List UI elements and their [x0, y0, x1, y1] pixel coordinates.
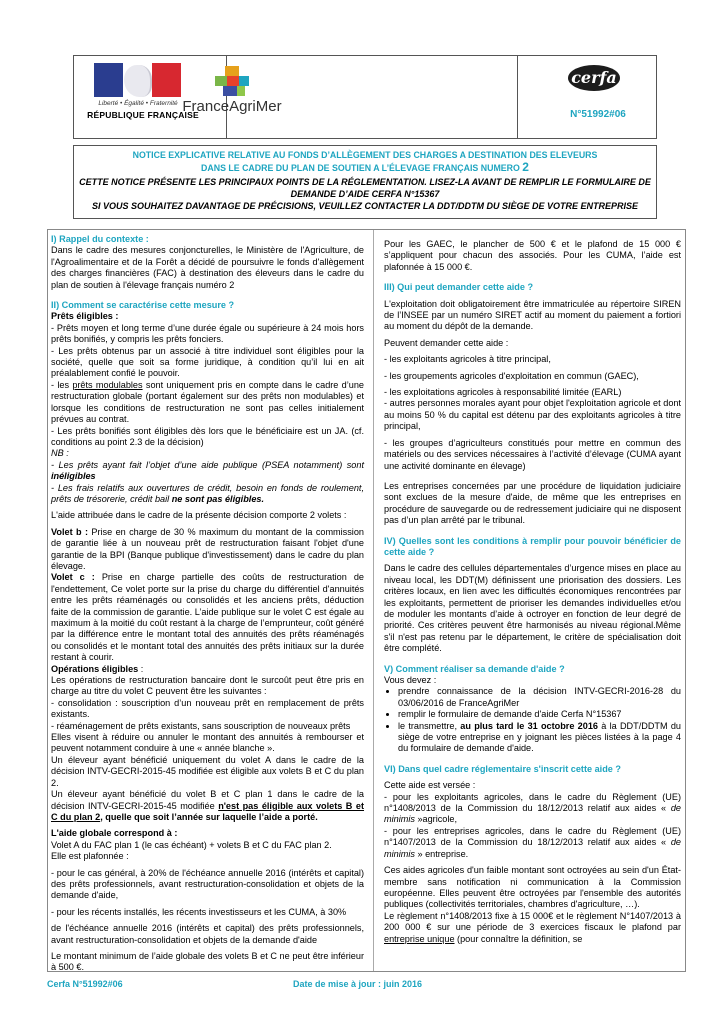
aid-components-intro: L'aide attribuée dans le cadre de la présente décision comporte 2 volets :	[51, 510, 347, 521]
republic-motto: Liberté • Égalité • Fraternité	[98, 100, 178, 107]
franceagrimer-logo-icon	[213, 66, 253, 98]
franceagrimer-name: FranceAgriMer	[182, 98, 282, 115]
list-item: • remplir le formulaire de demande d'aide Cerfa N°15367	[398, 709, 681, 720]
nb-item: - Les frais relatifs aux ouvertures de crédit, besoin en fonds de roulement, prêts de trésorerie, crédit bail ne sont pas éligibles.	[51, 482, 364, 504]
how-list	[384, 686, 681, 754]
eligible-loans-title: Prêts éligibles :	[51, 311, 119, 322]
nb-label: NB :	[51, 448, 69, 459]
operations-paragraph: Les opérations de restructuration bancaire dont le surcoût peut être pris en charge au titre du volet C peuvent être les suivantes :	[51, 675, 364, 697]
republique-francaise-label: RÉPUBLIQUE FRANÇAISE	[87, 110, 199, 120]
global-aid-paragraph: Le montant minimum de l’aide globale des volets B et C ne peut être inférieur à 500 €.	[51, 950, 364, 973]
eligible-loans-item: - Les prêts bonifiés sont éligibles dès lors que le bénéficiaire est un JA. (cf. conditions au point 2.3 de la décision)	[51, 425, 364, 447]
title-line-4: SI VOUS SOUHAITEZ DAVANTAGE DE PRÉCISIONS, VEUILLEZ CONTACTER LA DDT/DDTM DU SIÈGE DE VOTRE ENTREPRISE	[91, 201, 639, 211]
nb-item: - Les prêts ayant fait l’objet d’une aide publique (PSEA notamment) sont inéligibles	[51, 459, 364, 482]
who-item: - les exploitants agricoles à titre principal,	[384, 354, 551, 365]
eligible-loans-item: - les prêts modulables sont uniquement pris en compte dans le cadre d’une restructuration globale (portant également sur des prêts non modulables) et lorsque les conditions de restructuration ne sont pas celles initialement prévues au contrat.	[51, 379, 365, 425]
marianne-icon	[124, 65, 152, 97]
volet-c-paragraph: Volet c : Prise en charge partielle des coûts de restructuration de l'endettement, Ce volet porte sur la prise du charge du différentiel d'annuités entre les prêts réaménagés ou consolidés et les anciens prêts, déduction faite de la commission de garantie. L’aide publique sur le volet C est égale au maximum à la moitié du coût restant à la charge de l’emprunteur, coût généré par la différence entre le montant total des annuités des prêts réaménagés ou consolidés et le montant total des annuités des prêts initiaux sur la durée restant à courir.	[51, 572, 364, 663]
context-paragraph: Dans le cadre des mesures conjoncturelles, le Ministère de l'Agriculture, de l'Agroalimentaire et de la Forêt a décidé de poursuivre le fonds d'allègement des charges financières (FAC) à destination des éleveurs dans le cadre du plan de soutien à l'élevage français numéro 2	[51, 245, 364, 290]
form-number: N°51992#06	[570, 109, 626, 120]
column-divider	[373, 230, 374, 971]
operations-paragraph: Un éleveur ayant bénéficié uniquement du volet A dans le cadre de la décision INTV-GECRI-2015-45 modifiée est éligible aux volets B et C du plan 2.	[51, 754, 364, 788]
eligible-loans-item: - Prêts moyen et long terme d’une durée égale ou supérieure à 24 mois hors prêts bonifiés, y compris les prêts fonciers.	[51, 322, 364, 345]
operations-paragraph: - réaménagement de prêts existants, sans souscription de nouveaux prêts	[51, 720, 351, 731]
operations-paragraph: Elles visent à réduire ou annuler le montant des annuités à rembourser et peuvent notamment conduire à une « année blanche ».	[51, 732, 364, 754]
global-aid-paragraph: Elle est plafonnée :	[51, 851, 129, 862]
regulation-paragraph: - pour les entreprises agricoles, dans le cadre du Règlement (UE) n°1407/2013 de la Commission du 18/12/2013 relatif aux aides « de minimis » entreprise.	[384, 825, 681, 859]
section-heading-how: V) Comment réaliser sa demande d'aide ?	[384, 663, 565, 674]
section-heading-regulation: VI) Dans quel cadre réglementaire s'inscrit cette aide ?	[384, 763, 621, 774]
eligible-loans-item: - Les prêts obtenus par un associé à titre individuel sont éligibles pour la société, quelle que soit sa forme juridique, à condition qu’il lui en ait préalablement confié le pouvoir.	[51, 345, 364, 379]
header-divider	[517, 56, 518, 138]
global-aid-title: L'aide globale correspond à :	[51, 828, 178, 839]
section-heading-measure: II) Comment se caractérise cette mesure ?	[51, 300, 235, 311]
volet-b-paragraph: Volet b : Prise en charge de 30 % maximum du montant de la commission de garantie liée à un nouveau prêt de restructuration faisant l'objet d'une garantie de la BPI (Banque publique d'investissement) dans le cadre du plan élevage.	[51, 526, 364, 571]
tricolor-flag-icon	[94, 63, 181, 97]
conditions-paragraph: Dans le cadre des cellules départementales d’urgence mises en place au niveau local, les DDT(M) définissent une priorisation des dossiers. Les critères locaux, en lien avec les difficultés économiques rencontrées par les exploitants, permettent de prioriser les demandes individuelles et/ou de moduler les montants d’aide à octroyer en fonction de leur degré de priorité. Ces critères peuvent être harmonisés au niveau régional.Même s'il n'est pas retenu par le département, le critère de spécialisation doit être complété.	[384, 563, 681, 654]
who-paragraph: Peuvent demander cette aide :	[384, 337, 509, 348]
who-item: - autres personnes morales ayant pour objet l'exploitation agricole et dont au moins 50 % du capital est détenu par des exploitants agricoles à titre principal,	[384, 398, 681, 432]
global-aid-paragraph: - pour le cas général, à 20% de l'échéance annuelle 2016 (intérêts et capital) des prêts professionnels, avant restructuration-consolidation et objets de la demande d'aide,	[51, 867, 364, 901]
header-band	[73, 55, 657, 139]
regulation-paragraph: - pour les exploitants agricoles, dans le cadre du Règlement (UE) n°1408/2013 de la Commission du 18/12/2013 relatif aux aides « de minimis »agricole,	[384, 791, 681, 825]
who-item: - les groupements agricoles d'exploitation en commun (GAEC),	[384, 370, 639, 381]
regulation-paragraph: Ces aides agricoles d'un faible montant sont octroyées au sein d'un État-membre sans notification ni communication à la Commission européenne. Elles peuvent être octroyées par l'ensemble des autorités publiques (collectivités territoriales, chambres d'agriculture, …).	[384, 865, 681, 910]
how-intro: Vous devez :	[384, 675, 437, 685]
list-item: • prendre connaissance de la décision INTV-GECRI-2016-28 du 03/06/2016 de FranceAgriMer	[398, 686, 681, 709]
eligible-operations-title: Opérations éligibles :	[51, 663, 144, 674]
regulation-paragraph: Cette aide est versée :	[384, 780, 476, 791]
regulation-paragraph: Le règlement n°1408/2013 fixe à 15 000€ et le règlement N°1407/2013 à 200 000 € sur une période de 3 exercices fiscaux le plafond par entreprise unique (pour connaître la définition, se	[384, 910, 681, 944]
list-item: • le transmettre, au plus tard le 31 octobre 2016 à la DDT/DDTM du siège de votre entreprise en y joignant les pièces listées à la page 4 du formulaire de demande d'aide.	[398, 721, 681, 755]
global-aid-paragraph: - pour les récents installés, les récents investisseurs et les CUMA, à 30%	[51, 906, 347, 917]
title-line-2: DANS LE CADRE DU PLAN DE SOUTIEN A L’ÉLEVAGE FRANÇAIS NUMERO 2	[201, 160, 529, 174]
section-heading-context: I) Rappel du contexte :	[51, 234, 149, 244]
global-aid-paragraph: de l'échéance annuelle 2016 (intérêts et capital) des prêts professionnels, avant restructuration-consolidation et objets de la demande d'aide	[51, 923, 364, 945]
notice-body	[47, 229, 686, 972]
who-item: - les exploitations agricoles à responsabilité limitée (EARL)	[384, 387, 622, 398]
plan-number: 2	[522, 160, 529, 174]
cerfa-logo: cerfa	[568, 65, 620, 91]
operations-paragraph: - consolidation : souscription d’un nouveau prêt en remplacement de prêts existants.	[51, 697, 364, 720]
global-aid-paragraph: Volet A du FAC plan 1 (le cas échéant) + volets B et C du FAC plan 2.	[51, 839, 332, 850]
right-column	[384, 234, 681, 945]
title-line-3: CETTE NOTICE PRÉSENTE LES PRINCIPAUX POINTS DE LA RÉGLEMENTATION. LISEZ-LA AVANT DE REMPLIR LE FORMULAIRE DE DEMANDE D’AIDE CERFA N°15367	[79, 177, 651, 199]
exclusion-paragraph: Les entreprises concernées par une procédure de liquidation judiciaire sont exclues de la mesure d'aide, de même que les entreprises en procédure de sauvegarde ou de redressement judiciaire qui ne disposent pas d’un plan arrêté par le tribunal.	[384, 480, 681, 526]
who-paragraph: L'exploitation doit obligatoirement être immatriculée au répertoire SIREN de l’INSEE par un numéro SIRET actif au moment du paiement a fortiori au moment du dépôt de la demande.	[384, 298, 681, 332]
footer-form-number: Cerfa N°51992#06	[47, 979, 123, 989]
gaec-paragraph: Pour les GAEC, le plancher de 500 € et le plafond de 15 000 € s’appliquent pour chacun des associés. Pour les CUMA, l’aide est plafonnée à 15 000 €.	[384, 239, 681, 272]
section-heading-who: III) Qui peut demander cette aide ?	[384, 282, 534, 293]
left-column	[51, 234, 364, 974]
operations-paragraph: Un éleveur ayant bénéficié du volet B et C plan 1 dans le cadre de la décision INTV-GECRI-2015-45 modifiée n'est pas éligible aux volets B et C du plan 2, quelle que soit l’année sur laquelle l’aide a porté.	[51, 789, 365, 822]
who-item: - les groupes d’agriculteurs constitués pour mettre en commun des matériels ou des services nécessaires à l’activité d’élevage (CUMA ayant une activité dominante en élevage)	[384, 437, 681, 471]
title-line-1: NOTICE EXPLICATIVE RELATIVE AU FONDS D’ALLÈGEMENT DES CHARGES A DESTINATION DES ELEVEURS	[132, 150, 598, 160]
section-heading-conditions: IV) Quelles sont les conditions à remplir pour pouvoir bénéficier de cette aide ?	[384, 535, 681, 557]
title-band	[73, 145, 657, 219]
footer-update-date: Date de mise à jour : juin 2016	[293, 979, 423, 989]
